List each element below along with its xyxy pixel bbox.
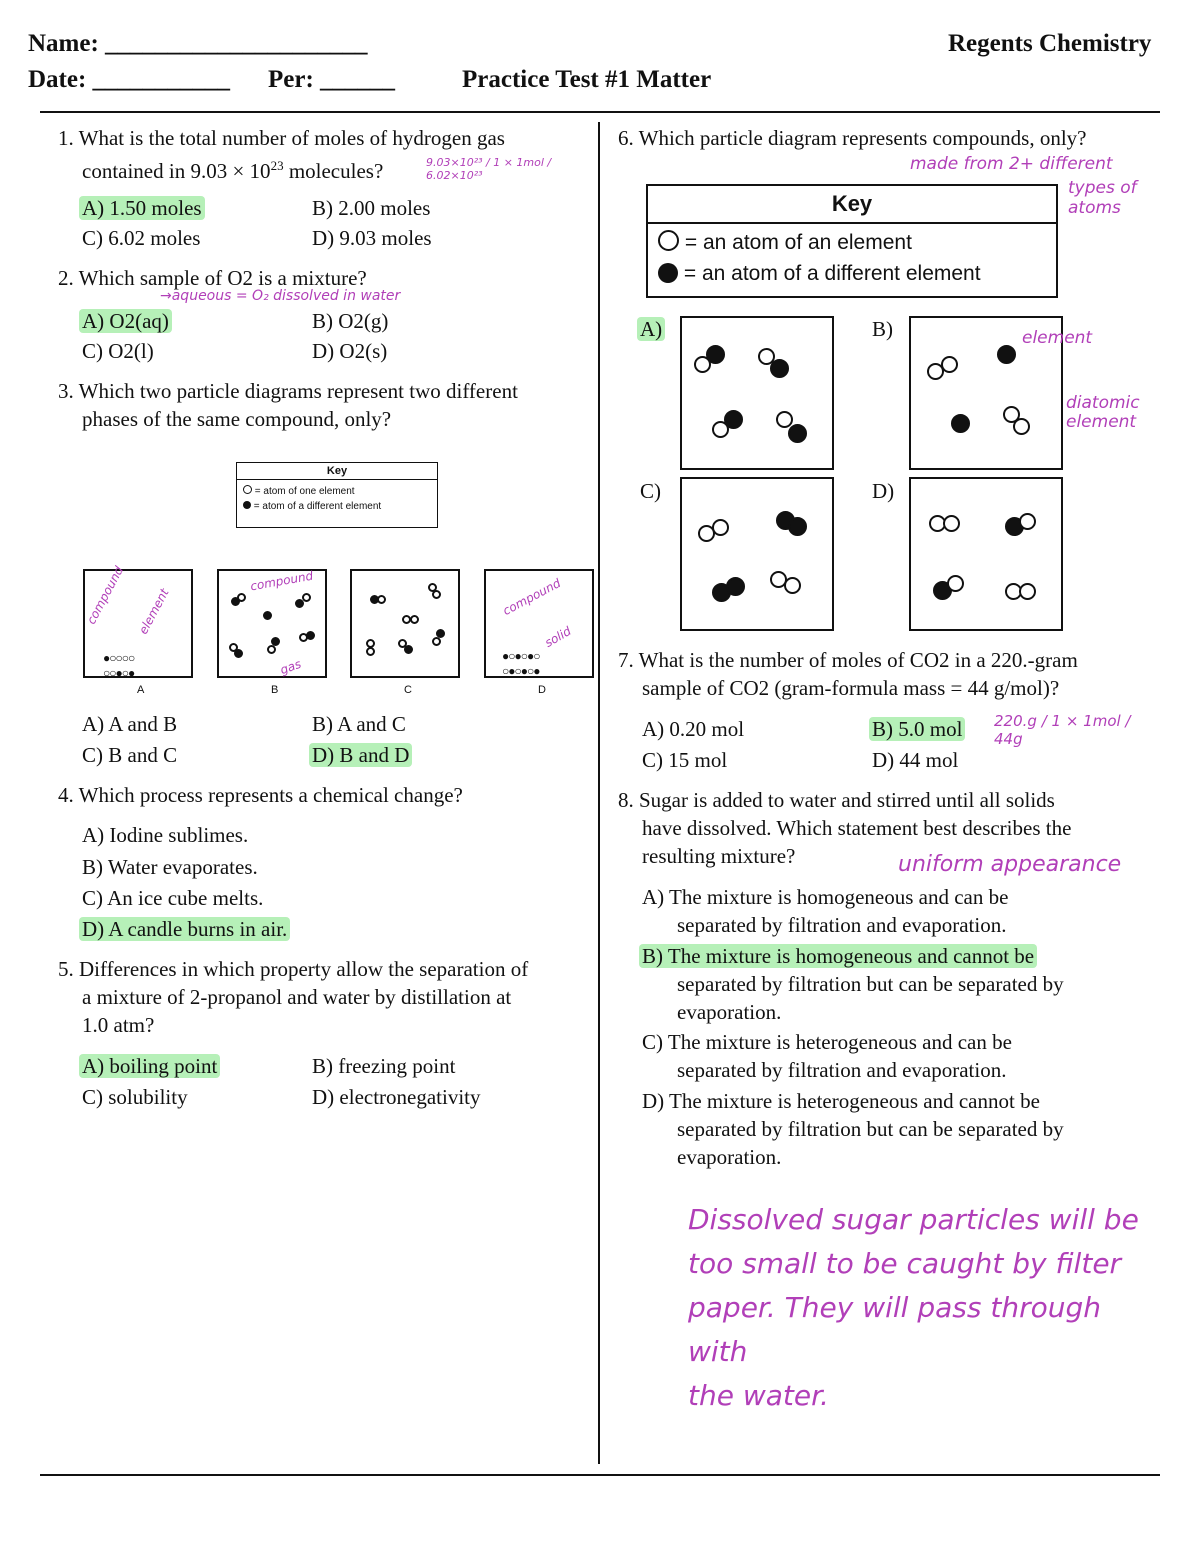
q3-b-atom [302, 593, 311, 602]
q7-option-d[interactable]: D) 44 mol [872, 748, 959, 772]
q8-d-line1: D) The mixture is heterogeneous and cannot be [642, 1089, 1040, 1113]
q6-a-atom [788, 424, 807, 443]
q3-key-open-label: = atom of one element [254, 486, 355, 497]
q2-option-d[interactable]: D) O2(s) [312, 339, 388, 363]
q8-a-line2: separated by filtration and evaporation. [677, 913, 1007, 937]
q6-option-c[interactable]: C) [640, 479, 661, 503]
q6-note-line1: made from 2+ different [910, 154, 1113, 174]
q3-c-atom [432, 590, 441, 599]
question-4: 4. Which process represents a chemical change? [58, 783, 463, 807]
q6-key-filled-row [648, 260, 1056, 286]
q5-option-a-label: A) boiling point [79, 1054, 220, 1078]
q1-text-c: molecules? [283, 159, 384, 183]
question-2: 2. Which sample of O2 is a mixture? [58, 266, 367, 290]
date-field: Date: ___________ [28, 66, 231, 93]
q8-note: uniform appearance [898, 852, 1122, 877]
q6-diagram-a [680, 316, 834, 470]
q3-key-filled-row [237, 497, 437, 512]
q7-option-b[interactable] [872, 715, 965, 743]
q6-c-atom [726, 577, 745, 596]
q8-explanation-line2: too small to be caught by filter [688, 1247, 1122, 1280]
q1-option-b[interactable]: B) 2.00 moles [312, 196, 431, 220]
q6-key-open-row [648, 224, 1056, 260]
q8-option-b[interactable] [642, 942, 1064, 1026]
q1-option-d[interactable]: D) 9.03 moles [312, 226, 432, 250]
q1-note: 9.03×10²³ / 1 × 1mol / 6.02×10²³ [426, 156, 552, 182]
q7-option-c[interactable]: C) 15 mol [642, 748, 728, 772]
q5-option-c[interactable]: C) solubility [82, 1085, 188, 1109]
q6-d-atom [1019, 513, 1036, 530]
q8-explanation-line3: paper. They will pass through with [688, 1291, 1101, 1368]
q3-c-atom [377, 595, 386, 604]
q6-key-filled-label: = an atom of a different element [683, 262, 981, 285]
q4-option-b[interactable]: B) Water evaporates. [82, 855, 258, 879]
q3-key-box [236, 462, 438, 528]
question-5-line2: a mixture of 2-propanol and water by distillation at [82, 985, 512, 1009]
q3-note-gas-b: gas [278, 656, 303, 678]
q5-option-a[interactable] [82, 1052, 220, 1080]
q7-option-b-label: B) 5.0 mol [869, 717, 965, 741]
q8-c-line2: separated by filtration and evaporation. [677, 1058, 1007, 1082]
question-3-line2: phases of the same compound, only? [82, 407, 392, 431]
q3-note-compound-b: compound [249, 568, 315, 594]
course-title: Regents Chemistry [948, 30, 1152, 57]
header-divider [40, 111, 1160, 113]
q3-option-d[interactable] [312, 741, 412, 769]
q6-key-filled-atom-icon [658, 263, 678, 283]
q2-option-b[interactable]: B) O2(g) [312, 309, 389, 333]
question-6: 6. Which particle diagram represents compounds, only? [618, 126, 1087, 150]
q3-key-open-atom-icon [243, 485, 252, 494]
q7-note: 220.g / 1 × 1mol / 44g [994, 712, 1131, 748]
q3-key-filled-label: = atom of a different element [253, 501, 382, 512]
q6-option-d[interactable]: D) [872, 479, 895, 503]
q2-note: →aqueous = O₂ dissolved in water [160, 288, 401, 304]
q7-option-a[interactable]: A) 0.20 mol [642, 717, 745, 741]
q3-b-atom [263, 611, 272, 620]
q6-note-line2: types of atoms [1068, 178, 1137, 218]
q6-d-atom [947, 575, 964, 592]
q3-option-c[interactable]: C) B and C [82, 743, 178, 767]
period-field: Per: ______ [268, 66, 396, 93]
q8-explanation-line4: the water. [688, 1379, 829, 1412]
q6-diagram-c [680, 477, 834, 631]
q3-option-b[interactable]: B) A and C [312, 712, 406, 736]
q6-key-open-label: = an atom of an element [684, 231, 912, 254]
q3-a-particles: ●○○○○ ○○●○● [103, 651, 135, 680]
question-1-line2 [82, 152, 383, 185]
q8-d-line3: evaporation. [677, 1145, 782, 1169]
q8-b-line1 [642, 942, 1064, 970]
test-title: Practice Test #1 Matter [462, 66, 712, 93]
q6-option-a-label: A) [637, 317, 665, 341]
q6-key-box [646, 184, 1058, 298]
q4-option-a[interactable]: A) Iodine sublimes. [82, 823, 249, 847]
q6-c-atom [784, 577, 801, 594]
name-field: Name: _____________________ [28, 30, 368, 57]
q6-b-atom [997, 345, 1016, 364]
q3-label-d: D [538, 684, 546, 696]
q3-c-atom [404, 645, 413, 654]
q2-option-c[interactable]: C) O2(l) [82, 339, 154, 363]
q8-c-line1: C) The mixture is heterogeneous and can be [642, 1030, 1012, 1054]
question-7-line2: sample of CO2 (gram-formula mass = 44 g/mol)? [642, 676, 1060, 700]
q4-option-c[interactable]: C) An ice cube melts. [82, 886, 264, 910]
q1-exponent: 23 [270, 158, 284, 173]
q3-c-atom [366, 647, 375, 656]
q6-c-atom [788, 517, 807, 536]
q6-key-open-atom-icon [658, 230, 679, 251]
q3-b-atom [237, 593, 246, 602]
q3-c-atom [410, 615, 419, 624]
q4-option-d-label: D) A candle burns in air. [79, 917, 290, 941]
q3-note-element-a: element [136, 586, 172, 637]
q2-option-a[interactable] [82, 307, 172, 335]
question-5-line1: 5. Differences in which property allow the separation of [58, 957, 529, 981]
q8-explanation [688, 1198, 1168, 1418]
q1-text-b: contained in 9.03 × 10 [82, 159, 271, 183]
question-7-line1: 7. What is the number of moles of CO2 in a 220.-gram [618, 648, 1078, 672]
question-8-line1: 8. Sugar is added to water and stirred until all solids [618, 788, 1055, 812]
q3-b-atom [306, 631, 315, 640]
q3-key-title: Key [237, 463, 437, 480]
q8-option-d[interactable] [642, 1087, 1064, 1171]
q6-b-atom [951, 414, 970, 433]
q6-key-title: Key [648, 186, 1056, 224]
q8-b-highlight: B) The mixture is homogeneous and cannot be [639, 944, 1037, 968]
q3-note-compound-a: compound [84, 564, 127, 627]
q8-d-line2: separated by filtration but can be separated by [677, 1117, 1064, 1141]
question-8-line2: have dissolved. Which statement best describes the [642, 816, 1072, 840]
q3-note-solid-d: solid [542, 623, 574, 651]
q3-b-atom [234, 649, 243, 658]
q1-option-c[interactable]: C) 6.02 moles [82, 226, 201, 250]
q8-option-c[interactable] [642, 1028, 1012, 1084]
q3-c-atom [432, 637, 441, 646]
question-3-line1: 3. Which two particle diagrams represent two different [58, 379, 518, 403]
q6-b-atom [941, 356, 958, 373]
question-5-line3: 1.0 atm? [82, 1013, 155, 1037]
q3-option-d-label: D) B and D [309, 743, 412, 767]
q5-option-b[interactable]: B) freezing point [312, 1054, 456, 1078]
q8-option-a[interactable] [642, 883, 1008, 939]
question-1-line1: 1. What is the total number of moles of hydrogen gas [58, 126, 505, 150]
q2-option-a-label: A) O2(aq) [79, 309, 172, 333]
footer-divider [40, 1474, 1160, 1476]
q3-label-a: A [137, 684, 145, 696]
q8-a-line1: A) The mixture is homogeneous and can be [642, 885, 1009, 909]
q6-option-b[interactable]: B) [872, 317, 893, 341]
q1-option-a-label: A) 1.50 moles [79, 196, 205, 220]
q3-option-a[interactable]: A) A and B [82, 712, 178, 736]
q4-option-d[interactable] [82, 915, 290, 943]
q6-a-atom [724, 410, 743, 429]
q6-note-diatomic: diatomic element [1066, 393, 1140, 432]
column-divider [598, 122, 600, 1464]
q8-explanation-line1: Dissolved sugar particles will be [688, 1203, 1139, 1236]
q6-note-element: element [1022, 328, 1093, 348]
q6-a-atom [770, 359, 789, 378]
question-8-line3: resulting mixture? [642, 844, 796, 868]
q6-option-a[interactable] [640, 315, 665, 343]
q1-option-a[interactable] [82, 194, 205, 222]
q3-key-filled-atom-icon [243, 501, 251, 509]
q6-d-atom [1019, 583, 1036, 600]
q6-d-atom [943, 515, 960, 532]
q3-key-open-row [237, 480, 437, 497]
q3-label-c: C [404, 684, 412, 696]
q6-diagram-d [909, 477, 1063, 631]
q5-option-d[interactable]: D) electronegativity [312, 1085, 481, 1109]
q6-a-atom [706, 345, 725, 364]
q3-b-atom [267, 645, 276, 654]
q3-label-b: B [271, 684, 279, 696]
q8-b-line3: evaporation. [677, 1000, 782, 1024]
q3-diagram-c [350, 569, 460, 678]
q6-b-atom [1013, 418, 1030, 435]
q6-c-atom [712, 519, 729, 536]
q8-b-line2: separated by filtration but can be separated by [677, 972, 1064, 996]
q3-note-compound-d: compound [500, 575, 563, 619]
q3-d-particles: ●○●○●○ ○●○●○● [502, 649, 540, 678]
